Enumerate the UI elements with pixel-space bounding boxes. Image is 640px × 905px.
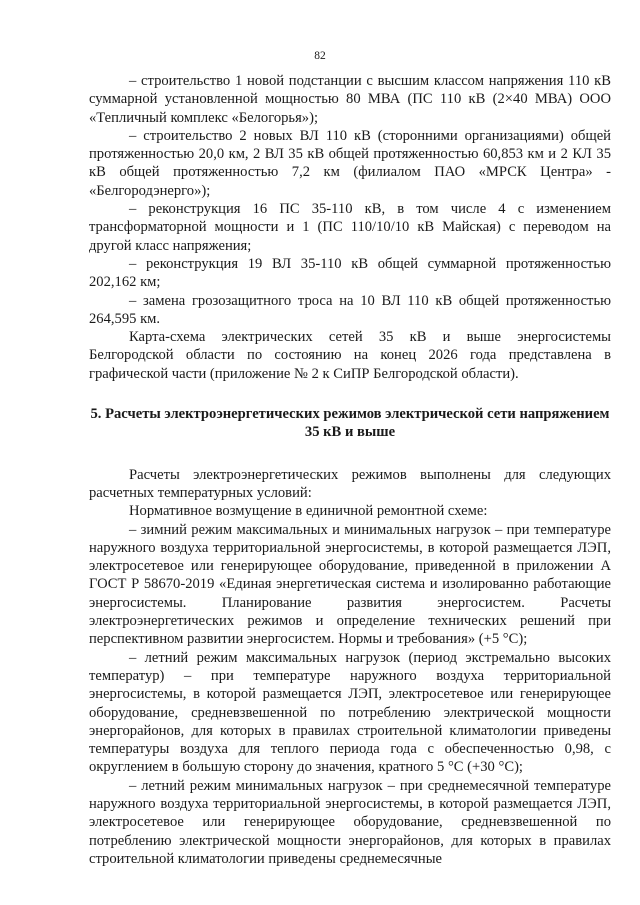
bullet-summer-min-mode: – летний режим минимальных нагрузок – при среднемесячной температуре наружного воздуха территориальной энергосистемы, в которой размещается ЛЭП, электросетевое или генерирующее оборудование, средневзвешенной по потреблению электрической мощности энергорайонов, для которых в правилах строительной климатологии приведены среднемесячные <box>89 777 611 867</box>
map-scheme-paragraph: Карта-схема электрических сетей 35 кВ и выше энергосистемы Белгородской области по состоянию на конец 2026 года представлена в графической части (приложение № 2 к СиПР Белгородской области). <box>89 329 611 382</box>
bullet-winter-mode: – зимний режим максимальных и минимальных нагрузок – при температуре наружного воздуха территориальной энергосистемы, в которой размещается ЛЭП, электросетевое или генерирующее оборудование, приведенной в приложении А ГОСТ Р 58670-2019 «Единая энергетическая система и изолированно работающие энергосистемы. Планирование развития энергосистем. Расчеты электроэнергетических режимов и определение технических решений при перспективном развитии энергосистем. Нормы и требования» (+5 °С); <box>89 521 611 648</box>
bullet-new-lines: – строительство 2 новых ВЛ 110 кВ (сторонними организациями) общей протяженностью 20,0 км, 2 ВЛ 35 кВ общей протяженностью 60,853 км и 2 КЛ 35 кВ общей протяженностью 7,2 км (филиалом ПАО «МРСК Центра» - «Белгородэнерго»); <box>89 127 611 199</box>
bullet-summer-max-mode: – летний режим максимальных нагрузок (период экстремально высоких температур) – при температуре наружного воздуха территориальной энергосистемы, в которой размещается ЛЭП, электросетевое или генерирующее оборудование, средневзвешенной по потреблению электрической мощности энергорайонов, для которых в правилах строительной климатологии приведены температуры воздуха для теплого периода года с обеспеченностью 0,98, с округлением в большую сторону до значения, кратного 5 °С (+30 °С); <box>89 649 611 776</box>
bullet-cable-replacement: – замена грозозащитного троса на 10 ВЛ 110 кВ общей протяженностью 264,595 км. <box>89 292 611 327</box>
page-number: 82 <box>314 50 326 62</box>
bullet-line-reconstruction: – реконструкция 19 ВЛ 35-110 кВ общей суммарной протяженностью 202,162 км; <box>89 255 611 291</box>
calc-intro-paragraph: Расчеты электроэнергетических режимов выполнены для следующих расчетных температурных условий: <box>89 466 611 501</box>
section-heading: 5. Расчеты электроэнергетических режимов электрической сети напряжением 35 кВ и выше <box>90 406 610 441</box>
normative-disturbance-paragraph: Нормативное возмущение в единичной ремонтной схеме: <box>129 503 488 520</box>
bullet-new-substation: – строительство 1 новой подстанции с высшим классом напряжения 110 кВ суммарной установленной мощностью 80 МВА (ПС 110 кВ (2×40 МВА) ООО «Тепличный комплекс «Белогорья»); <box>89 73 611 126</box>
bullet-substation-reconstruction: – реконструкция 16 ПС 35-110 кВ, в том числе 4 с изменением трансформаторной мощности и 1 (ПС 110/10/10 кВ Майская) с переводом на другой класс напряжения; <box>89 201 611 254</box>
page-content <box>89 72 611 868</box>
